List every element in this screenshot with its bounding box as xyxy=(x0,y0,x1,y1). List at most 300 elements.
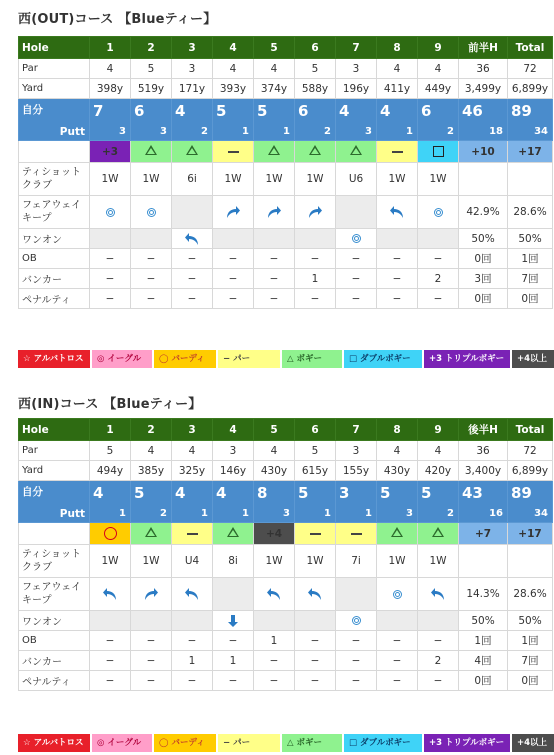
hole-header-row-cell: Total xyxy=(508,37,553,59)
stroke-count: 8 xyxy=(257,483,268,502)
putt-count: 3 xyxy=(160,125,167,137)
hole-header-row-label: Hole xyxy=(19,419,90,441)
hole-header-row-cell: 3 xyxy=(172,419,213,441)
one-on-row-cell xyxy=(131,229,172,249)
birdie-mark xyxy=(90,523,131,545)
bunker-row-cell: − xyxy=(336,651,377,671)
par-mark xyxy=(295,523,336,545)
putt-count: 3 xyxy=(406,507,413,519)
hole-header-row-cell: 9 xyxy=(418,419,459,441)
putt-count: 2 xyxy=(447,125,454,137)
par-mark xyxy=(213,141,254,163)
yard-row-label: Yard xyxy=(19,461,90,481)
par-row-cell: 4 xyxy=(377,59,418,79)
putt-count: 3 xyxy=(365,125,372,137)
penalty-row-label: ペナルティ xyxy=(19,289,90,309)
penalty-row-cell: − xyxy=(377,289,418,309)
penalty-row-cell: − xyxy=(418,289,459,309)
triple-bogey-mark: +3 xyxy=(90,141,131,163)
teeshot-club-row-cell: 1W xyxy=(90,163,131,196)
par-row-cell: 36 xyxy=(459,59,508,79)
stroke-count: 5 xyxy=(298,483,309,502)
result-row xyxy=(19,523,553,545)
putt-count: 34 xyxy=(534,507,548,519)
one-on-row-cell xyxy=(213,229,254,249)
triangle-icon xyxy=(145,527,157,537)
stroke-count: 5 xyxy=(421,483,432,502)
teeshot-club-row-cell: 1W xyxy=(377,545,418,578)
ob-row-cell: − xyxy=(254,249,295,269)
legend-albatross: ☆ アルバトロス xyxy=(18,350,90,368)
hole-header-row-cell: 2 xyxy=(131,419,172,441)
par-row-cell: 4 xyxy=(172,441,213,461)
hole-header-row-cell: 5 xyxy=(254,37,295,59)
stroke-count: 7 xyxy=(93,101,104,120)
result-label xyxy=(19,141,90,163)
one-on-row-cell: 50% xyxy=(459,611,508,631)
teeshot-club-row-cell: 1W xyxy=(131,163,172,196)
my-score-label xyxy=(19,99,90,141)
bunker-row-cell: − xyxy=(131,651,172,671)
putt-count: 1 xyxy=(324,507,331,519)
bunker-row-cell: − xyxy=(336,269,377,289)
fairway-keep-row-cell: 28.6% xyxy=(508,578,553,611)
one-on-row-cell xyxy=(90,611,131,631)
bunker-row-cell: − xyxy=(90,269,131,289)
one-on-row-cell xyxy=(336,611,377,631)
bunker-row-cell: − xyxy=(254,269,295,289)
fairway-keep-row-cell xyxy=(418,578,459,611)
hole-header-row-cell: 1 xyxy=(90,37,131,59)
hole-header-row-cell: 6 xyxy=(295,37,336,59)
bunker-row xyxy=(19,651,553,671)
ob-row-cell: 0回 xyxy=(459,249,508,269)
putt-count: 18 xyxy=(489,125,503,137)
fairway-keep-row-cell xyxy=(336,578,377,611)
penalty-row xyxy=(19,289,553,309)
ob-row-label: OB xyxy=(19,631,90,651)
putt-count: 2 xyxy=(201,125,208,137)
legend-double-bogey: □ ダブルボギー xyxy=(344,350,422,368)
over-par-total: +10 xyxy=(459,141,508,163)
score-cell xyxy=(377,99,418,141)
teeshot-club-row-cell: U4 xyxy=(172,545,213,578)
triangle-icon xyxy=(227,527,239,537)
putt-count: 16 xyxy=(489,507,503,519)
putt-count: 3 xyxy=(119,125,126,137)
in-course-title: 西(IN)コース 【Blueティー】 xyxy=(18,397,202,412)
arrow-right-curve-icon xyxy=(266,205,282,219)
teeshot-club-row-cell: 1W xyxy=(377,163,418,196)
stroke-count: 5 xyxy=(380,483,391,502)
bogey-mark xyxy=(377,523,418,545)
fairway-keep-row xyxy=(19,196,553,229)
fairway-keep-row-cell xyxy=(295,578,336,611)
par-row-cell: 4 xyxy=(213,59,254,79)
bunker-row-cell: 1 xyxy=(172,651,213,671)
yard-row-cell: 588y xyxy=(295,79,336,99)
hole-header-row-cell: Total xyxy=(508,419,553,441)
teeshot-club-row-label: ティショット クラブ xyxy=(19,545,90,578)
fairway-keep-row-label: フェアウェイ キープ xyxy=(19,196,90,229)
putt-count: 1 xyxy=(201,507,208,519)
yard-row-cell: 494y xyxy=(90,461,131,481)
stroke-count: 4 xyxy=(175,483,186,502)
teeshot-club-row-cell: 1W xyxy=(418,545,459,578)
ob-row-cell: − xyxy=(213,631,254,651)
bunker-row xyxy=(19,269,553,289)
stroke-count: 4 xyxy=(175,101,186,120)
penalty-row-cell: − xyxy=(172,671,213,691)
over-par-total: +7 xyxy=(459,523,508,545)
ob-row-cell: − xyxy=(172,631,213,651)
fairway-keep-row-cell: 14.3% xyxy=(459,578,508,611)
par-row-cell: 4 xyxy=(131,441,172,461)
score-cell xyxy=(377,481,418,523)
ob-row-cell: 1回 xyxy=(459,631,508,651)
out-course-title: 西(OUT)コース 【Blueティー】 xyxy=(18,12,217,27)
hole-header-row-cell: 5 xyxy=(254,419,295,441)
penalty-row-cell: − xyxy=(172,289,213,309)
triangle-icon xyxy=(268,145,280,155)
in-scorecard-table xyxy=(18,418,553,691)
ob-row-cell: − xyxy=(295,631,336,651)
legend-triple-bogey: +3 トリプルボギー xyxy=(424,350,510,368)
score-cell xyxy=(336,99,377,141)
fairway-keep-row-cell: 28.6% xyxy=(508,196,553,229)
teeshot-club-row-cell: U6 xyxy=(336,163,377,196)
over-par-total: +17 xyxy=(508,141,553,163)
bunker-row-cell: − xyxy=(172,269,213,289)
bogey-mark xyxy=(336,141,377,163)
stroke-count: 6 xyxy=(421,101,432,120)
score-cell xyxy=(336,481,377,523)
penalty-row-cell: − xyxy=(336,671,377,691)
putt-count: 1 xyxy=(119,507,126,519)
score-cell xyxy=(418,481,459,523)
one-on-row-cell xyxy=(418,611,459,631)
penalty-row-cell: − xyxy=(295,289,336,309)
bunker-row-cell: 2 xyxy=(418,269,459,289)
arrow-left-curve-icon xyxy=(266,587,282,601)
legend-birdie: ◯ バーディ xyxy=(154,734,216,752)
fairway-keep-row-cell xyxy=(172,578,213,611)
putt-label: Putt xyxy=(59,508,85,520)
stroke-count: 4 xyxy=(380,101,391,120)
bunker-row-cell: 3回 xyxy=(459,269,508,289)
fairway-keep-row-cell xyxy=(131,578,172,611)
arrow-right-curve-icon xyxy=(225,205,241,219)
score-cell xyxy=(508,99,553,141)
teeshot-club-row-label: ティショット クラブ xyxy=(19,163,90,196)
par-row-cell: 72 xyxy=(508,59,553,79)
yard-row-cell: 430y xyxy=(254,461,295,481)
score-cell xyxy=(418,99,459,141)
hole-header-row-cell: 4 xyxy=(213,37,254,59)
one-on-row-cell xyxy=(418,229,459,249)
yard-row-cell: 155y xyxy=(336,461,377,481)
yard-row-cell: 411y xyxy=(377,79,418,99)
double-circle-icon xyxy=(393,590,402,599)
score-cell xyxy=(254,481,295,523)
bogey-mark xyxy=(213,523,254,545)
one-on-row-cell xyxy=(377,229,418,249)
fairway-keep-row-cell xyxy=(418,196,459,229)
arrow-left-curve-icon xyxy=(307,587,323,601)
yard-row-cell: 615y xyxy=(295,461,336,481)
penalty-row-cell: 0回 xyxy=(459,289,508,309)
par-row-cell: 36 xyxy=(459,441,508,461)
score-cell xyxy=(295,481,336,523)
score-cell xyxy=(131,99,172,141)
score-cell xyxy=(90,99,131,141)
legend-triple-bogey: +3 トリプルボギー xyxy=(424,734,510,752)
bunker-row-cell: 1 xyxy=(213,651,254,671)
stroke-count: 89 xyxy=(511,101,532,120)
fairway-keep-row-cell xyxy=(254,196,295,229)
putt-count: 1 xyxy=(242,507,249,519)
penalty-row-cell: 0回 xyxy=(508,289,553,309)
bogey-mark xyxy=(254,141,295,163)
teeshot-club-row-cell xyxy=(459,163,508,196)
dash-icon xyxy=(351,533,362,535)
double-circle-icon xyxy=(434,208,443,217)
circle-icon xyxy=(104,527,117,540)
hole-header-row-cell: 4 xyxy=(213,419,254,441)
teeshot-club-row-cell xyxy=(508,545,553,578)
yard-row-cell: 393y xyxy=(213,79,254,99)
double-circle-icon xyxy=(352,234,361,243)
yard-row-cell: 374y xyxy=(254,79,295,99)
par-row-cell: 4 xyxy=(90,59,131,79)
yard-row-cell: 449y xyxy=(418,79,459,99)
my-score-row xyxy=(19,99,553,141)
stroke-count: 5 xyxy=(257,101,268,120)
score-cell xyxy=(459,481,508,523)
bogey-mark xyxy=(295,141,336,163)
double-circle-icon xyxy=(147,208,156,217)
score-cell xyxy=(131,481,172,523)
bunker-row-cell: 4回 xyxy=(459,651,508,671)
yard-row-cell: 196y xyxy=(336,79,377,99)
fairway-keep-row-cell xyxy=(213,196,254,229)
double-bogey-mark xyxy=(418,141,459,163)
arrow-left-curve-icon xyxy=(430,587,446,601)
bunker-row-cell: − xyxy=(254,651,295,671)
ob-row xyxy=(19,249,553,269)
ob-row-cell: − xyxy=(336,249,377,269)
putt-count: 1 xyxy=(406,125,413,137)
one-on-row-cell xyxy=(336,229,377,249)
par-mark xyxy=(172,523,213,545)
penalty-row-cell: − xyxy=(295,671,336,691)
my-score-row xyxy=(19,481,553,523)
par-row-cell: 3 xyxy=(336,59,377,79)
legend-eagle: ◎ イーグル xyxy=(92,350,152,368)
teeshot-club-row-cell: 1W xyxy=(295,163,336,196)
hole-header-row-cell: 8 xyxy=(377,419,418,441)
arrow-left-curve-icon xyxy=(184,232,200,246)
penalty-row-cell: − xyxy=(131,289,172,309)
one-on-row-cell xyxy=(213,611,254,631)
one-on-row-cell xyxy=(254,611,295,631)
one-on-row-cell xyxy=(295,611,336,631)
score-cell xyxy=(172,99,213,141)
score-cell xyxy=(213,99,254,141)
penalty-row-cell: − xyxy=(213,671,254,691)
putt-label: Putt xyxy=(59,126,85,138)
teeshot-club-row-cell: 1W xyxy=(131,545,172,578)
stroke-count: 3 xyxy=(339,483,350,502)
stroke-count: 6 xyxy=(298,101,309,120)
hole-header-row xyxy=(19,37,553,59)
teeshot-club-row-cell: 1W xyxy=(295,545,336,578)
legend-plus4: +4以上 xyxy=(512,734,554,752)
result-label xyxy=(19,523,90,545)
arrow-left-curve-icon xyxy=(184,587,200,601)
par-row-cell: 5 xyxy=(295,59,336,79)
yard-row-label: Yard xyxy=(19,79,90,99)
one-on-row xyxy=(19,229,553,249)
teeshot-club-row-cell: 8i xyxy=(213,545,254,578)
hole-header-row-cell: 3 xyxy=(172,37,213,59)
score-cell xyxy=(90,481,131,523)
teeshot-club-row-cell: 1W xyxy=(418,163,459,196)
par-row-cell: 4 xyxy=(418,441,459,461)
ob-row-cell: − xyxy=(131,249,172,269)
bunker-row-cell: 7回 xyxy=(508,651,553,671)
par-row-label: Par xyxy=(19,59,90,79)
yard-row-cell: 398y xyxy=(90,79,131,99)
triangle-icon xyxy=(309,145,321,155)
bunker-row-cell: − xyxy=(131,269,172,289)
bunker-row-cell: 7回 xyxy=(508,269,553,289)
ob-row-cell: − xyxy=(131,631,172,651)
stroke-count: 5 xyxy=(216,101,227,120)
ob-row-cell: − xyxy=(336,631,377,651)
triangle-icon xyxy=(391,527,403,537)
score-cell xyxy=(459,99,508,141)
stroke-count: 46 xyxy=(462,101,483,120)
stroke-count: 89 xyxy=(511,483,532,502)
penalty-row xyxy=(19,671,553,691)
penalty-row-cell: − xyxy=(90,289,131,309)
par-row-cell: 3 xyxy=(336,441,377,461)
penalty-row-cell: − xyxy=(213,289,254,309)
bogey-mark xyxy=(131,141,172,163)
me-label: 自分 xyxy=(22,104,43,116)
ob-row-cell: − xyxy=(377,631,418,651)
legend-bogey: △ ボギー xyxy=(282,350,342,368)
bunker-row-cell: 1 xyxy=(295,269,336,289)
penalty-row-cell: 0回 xyxy=(508,671,553,691)
penalty-row-cell: − xyxy=(90,671,131,691)
plus4-mark: +4 xyxy=(254,523,295,545)
hole-header-row-cell: 後半H xyxy=(459,419,508,441)
par-row-cell: 3 xyxy=(213,441,254,461)
ob-row-cell: − xyxy=(418,631,459,651)
par-row-cell: 5 xyxy=(295,441,336,461)
bunker-row-cell: − xyxy=(90,651,131,671)
one-on-row-cell xyxy=(172,611,213,631)
teeshot-club-row-cell: 6i xyxy=(172,163,213,196)
penalty-row-label: ペナルティ xyxy=(19,671,90,691)
hole-header-row-cell: 6 xyxy=(295,419,336,441)
one-on-row-cell xyxy=(131,611,172,631)
putt-count: 1 xyxy=(365,507,372,519)
par-row-cell: 4 xyxy=(418,59,459,79)
hole-header-row-cell: 2 xyxy=(131,37,172,59)
one-on-row-label: ワンオン xyxy=(19,611,90,631)
bunker-row-label: バンカー xyxy=(19,651,90,671)
ob-row xyxy=(19,631,553,651)
yard-row-cell: 385y xyxy=(131,461,172,481)
ob-row-label: OB xyxy=(19,249,90,269)
par-row-cell: 4 xyxy=(254,441,295,461)
one-on-row-cell xyxy=(254,229,295,249)
fairway-keep-row-cell xyxy=(131,196,172,229)
ob-row-cell: 1 xyxy=(254,631,295,651)
putt-count: 2 xyxy=(160,507,167,519)
teeshot-club-row-cell: 1W xyxy=(213,163,254,196)
bunker-row-cell: − xyxy=(377,269,418,289)
me-label: 自分 xyxy=(22,486,43,498)
ob-row-cell: − xyxy=(172,249,213,269)
one-on-row-cell xyxy=(90,229,131,249)
triangle-icon xyxy=(145,145,157,155)
par-row-cell: 5 xyxy=(131,59,172,79)
ob-row-cell: − xyxy=(418,249,459,269)
bunker-row-cell: − xyxy=(377,651,418,671)
arrow-left-curve-icon xyxy=(102,587,118,601)
arrow-right-curve-icon xyxy=(307,205,323,219)
hole-header-row xyxy=(19,419,553,441)
legend-albatross: ☆ アルバトロス xyxy=(18,734,90,752)
bunker-row-label: バンカー xyxy=(19,269,90,289)
teeshot-club-row-cell: 1W xyxy=(90,545,131,578)
fairway-keep-row-cell xyxy=(295,196,336,229)
stroke-count: 5 xyxy=(134,483,145,502)
fairway-keep-row-cell xyxy=(213,578,254,611)
out-scorecard-table xyxy=(18,36,553,309)
teeshot-club-row xyxy=(19,545,553,578)
hole-header-row-cell: 前半H xyxy=(459,37,508,59)
in-legend xyxy=(18,734,554,752)
yard-row xyxy=(19,79,553,99)
legend-par: − パー xyxy=(218,350,280,368)
teeshot-club-row-cell xyxy=(459,545,508,578)
one-on-row-label: ワンオン xyxy=(19,229,90,249)
yard-row-cell: 171y xyxy=(172,79,213,99)
fairway-keep-row-cell xyxy=(377,578,418,611)
legend-birdie: ◯ バーディ xyxy=(154,350,216,368)
fairway-keep-row-cell xyxy=(254,578,295,611)
legend-double-bogey: □ ダブルボギー xyxy=(344,734,422,752)
penalty-row-cell: 0回 xyxy=(459,671,508,691)
yard-row-cell: 6,899y xyxy=(508,79,553,99)
my-score-label xyxy=(19,481,90,523)
putt-count: 1 xyxy=(283,125,290,137)
yard-row-cell: 3,499y xyxy=(459,79,508,99)
par-row-cell: 72 xyxy=(508,441,553,461)
score-cell xyxy=(508,481,553,523)
one-on-row-cell xyxy=(295,229,336,249)
ob-row-cell: − xyxy=(90,249,131,269)
dash-icon xyxy=(392,151,403,153)
penalty-row-cell: − xyxy=(418,671,459,691)
stroke-count: 4 xyxy=(339,101,350,120)
bogey-mark xyxy=(172,141,213,163)
